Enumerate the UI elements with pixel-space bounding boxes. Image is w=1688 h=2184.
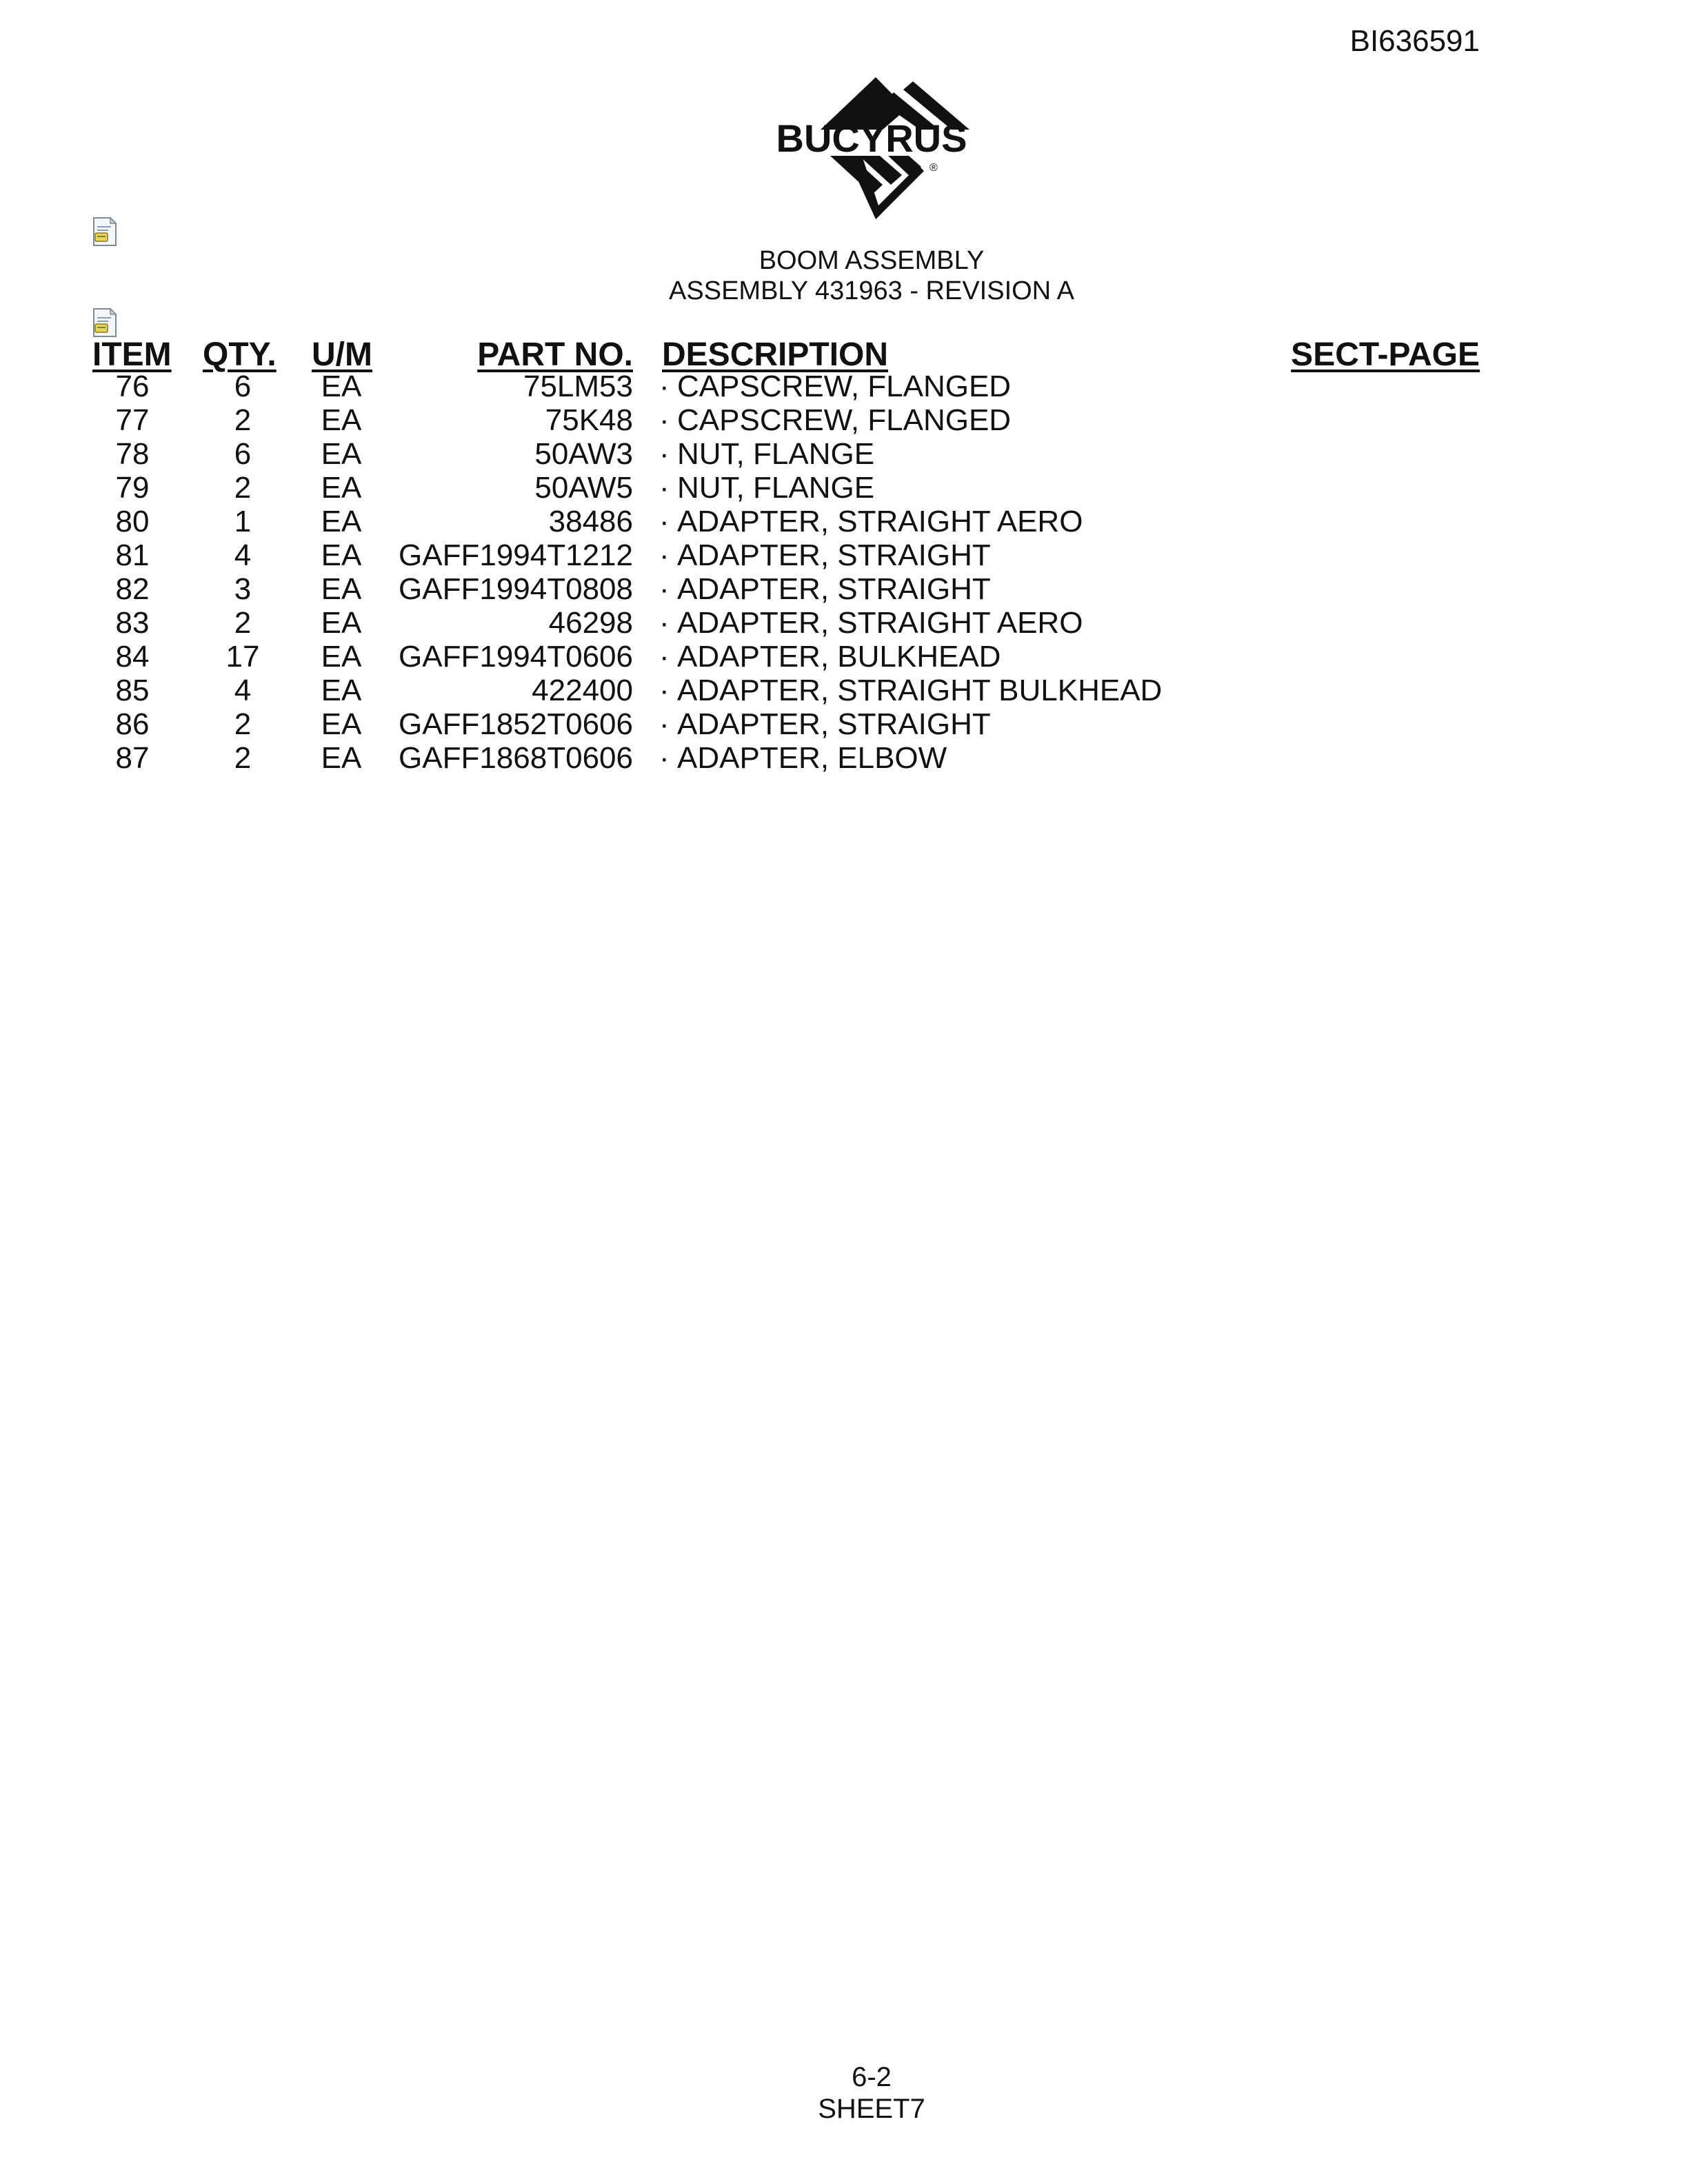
quantity: 2	[234, 471, 252, 505]
column-header-description: DESCRIPTION	[662, 336, 889, 373]
part-number: GAFF1868T0606	[399, 741, 633, 775]
quantity: 2	[234, 606, 252, 640]
description-bullet: ·	[659, 403, 670, 437]
table-row	[0, 572, 1688, 606]
unit-of-measure: EA	[321, 370, 362, 403]
item-number: 86	[115, 707, 150, 741]
unit-of-measure: EA	[321, 403, 362, 437]
description-bullet: ·	[659, 674, 670, 707]
column-header-sect-page: SECT-PAGE	[1291, 336, 1480, 373]
part-description: ADAPTER, STRAIGHT	[677, 572, 991, 606]
table-row	[0, 606, 1688, 640]
table-row	[0, 370, 1688, 403]
unit-of-measure: EA	[321, 437, 362, 471]
item-number: 78	[115, 437, 150, 471]
note-attachment-icon[interactable]	[91, 216, 119, 247]
unit-of-measure: EA	[321, 572, 362, 606]
description-bullet: ·	[659, 471, 670, 505]
part-description: NUT, FLANGE	[677, 437, 875, 471]
item-number: 81	[115, 538, 150, 572]
part-number: 38486	[548, 505, 633, 538]
item-number: 83	[115, 606, 150, 640]
description-bullet: ·	[659, 538, 670, 572]
item-number: 77	[115, 403, 150, 437]
parts-table	[0, 370, 1688, 775]
quantity: 6	[234, 437, 252, 471]
part-description: ADAPTER, STRAIGHT AERO	[677, 606, 1083, 640]
registered-mark: ®	[930, 162, 938, 174]
quantity: 4	[234, 538, 252, 572]
column-header-qty: QTY.	[203, 336, 277, 373]
table-row	[0, 674, 1688, 707]
unit-of-measure: EA	[321, 707, 362, 741]
table-row	[0, 538, 1688, 572]
assembly-title: BOOM ASSEMBLY	[758, 246, 985, 275]
assembly-subtitle: ASSEMBLY 431963 - REVISION A	[669, 276, 1074, 305]
part-number: 75K48	[545, 403, 633, 437]
description-bullet: ·	[659, 640, 670, 674]
part-description: ADAPTER, STRAIGHT	[677, 538, 991, 572]
item-number: 79	[115, 471, 150, 505]
sheet-label: SHEET7	[818, 2094, 925, 2124]
column-header-item: ITEM	[92, 336, 172, 373]
part-description: ADAPTER, STRAIGHT AERO	[677, 505, 1083, 538]
item-number: 76	[115, 370, 150, 403]
column-header-um: U/M	[312, 336, 372, 373]
quantity: 17	[225, 640, 260, 674]
part-description: NUT, FLANGE	[677, 471, 875, 505]
item-number: 84	[115, 640, 150, 674]
table-row	[0, 741, 1688, 775]
description-bullet: ·	[659, 505, 670, 538]
table-row	[0, 505, 1688, 538]
part-description: ADAPTER, BULKHEAD	[677, 640, 1001, 674]
quantity: 4	[234, 674, 252, 707]
part-number: GAFF1852T0606	[399, 707, 633, 741]
description-bullet: ·	[659, 437, 670, 471]
quantity: 6	[234, 370, 252, 403]
table-row	[0, 707, 1688, 741]
unit-of-measure: EA	[321, 471, 362, 505]
bucyrus-logo	[758, 74, 993, 219]
part-number: GAFF1994T0808	[399, 572, 633, 606]
part-number: 50AW3	[534, 437, 633, 471]
column-header-part-no: PART NO.	[477, 336, 633, 373]
part-description: ADAPTER, STRAIGHT	[677, 707, 991, 741]
quantity: 1	[234, 505, 252, 538]
part-description: ADAPTER, ELBOW	[677, 741, 947, 775]
part-number: GAFF1994T1212	[399, 538, 633, 572]
item-number: 82	[115, 572, 150, 606]
table-row	[0, 437, 1688, 471]
unit-of-measure: EA	[321, 505, 362, 538]
item-number: 87	[115, 741, 150, 775]
document-number: BI636591	[1349, 24, 1480, 58]
quantity: 2	[234, 403, 252, 437]
page-number: 6-2	[852, 2062, 892, 2092]
item-number: 85	[115, 674, 150, 707]
quantity: 3	[234, 572, 252, 606]
logo-wordmark: BUCYRUS	[776, 117, 967, 160]
part-number: 46298	[548, 606, 633, 640]
description-bullet: ·	[659, 707, 670, 741]
part-number: 50AW5	[534, 471, 633, 505]
part-description: CAPSCREW, FLANGED	[677, 370, 1012, 403]
table-row	[0, 403, 1688, 437]
item-number: 80	[115, 505, 150, 538]
unit-of-measure: EA	[321, 640, 362, 674]
note-attachment-icon[interactable]	[91, 307, 119, 338]
description-bullet: ·	[659, 741, 670, 775]
part-description: ADAPTER, STRAIGHT BULKHEAD	[677, 674, 1163, 707]
description-bullet: ·	[659, 370, 670, 403]
unit-of-measure: EA	[321, 538, 362, 572]
part-number: 75LM53	[523, 370, 633, 403]
description-bullet: ·	[659, 572, 670, 606]
table-row	[0, 640, 1688, 674]
part-number: GAFF1994T0606	[399, 640, 633, 674]
part-description: CAPSCREW, FLANGED	[677, 403, 1012, 437]
unit-of-measure: EA	[321, 606, 362, 640]
table-row	[0, 471, 1688, 505]
quantity: 2	[234, 707, 252, 741]
unit-of-measure: EA	[321, 674, 362, 707]
unit-of-measure: EA	[321, 741, 362, 775]
quantity: 2	[234, 741, 252, 775]
description-bullet: ·	[659, 606, 670, 640]
part-number: 422400	[532, 674, 633, 707]
